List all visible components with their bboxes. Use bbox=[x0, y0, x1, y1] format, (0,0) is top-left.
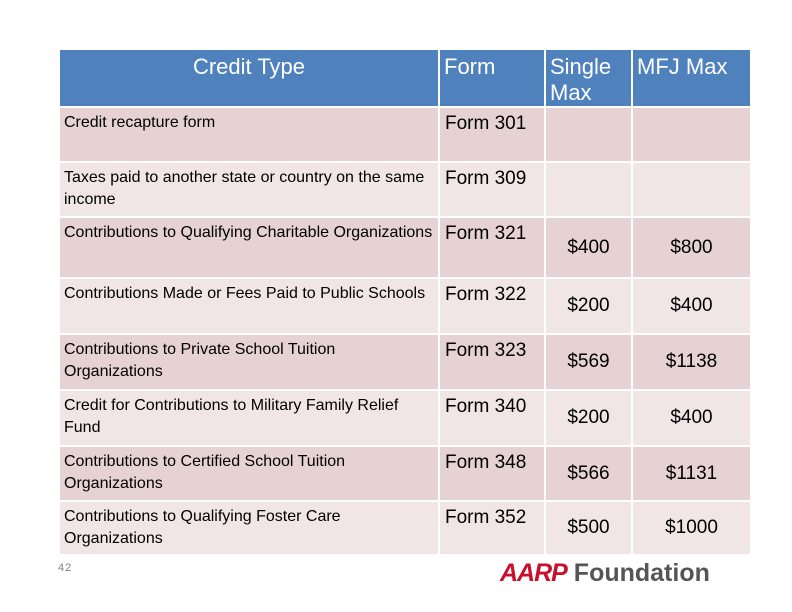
credit-type-cell: Taxes paid to another state or country on the same income bbox=[60, 163, 438, 216]
header-single-max: Single Max bbox=[546, 50, 631, 106]
mfj-max-cell: $400 bbox=[633, 279, 750, 333]
single-max-cell bbox=[546, 108, 631, 161]
credit-type-cell: Contributions to Private School Tuition Organizations bbox=[60, 335, 438, 389]
single-max-cell: $500 bbox=[546, 502, 631, 554]
form-cell: Form 321 bbox=[440, 218, 544, 277]
credit-type-cell: Contributions Made or Fees Paid to Public Schools bbox=[60, 279, 438, 333]
form-cell: Form 322 bbox=[440, 279, 544, 333]
logo-brand: AARP bbox=[500, 559, 567, 587]
header-row bbox=[60, 50, 750, 106]
form-cell: Form 309 bbox=[440, 163, 544, 216]
single-max-cell: $566 bbox=[546, 447, 631, 500]
mfj-max-cell: $1131 bbox=[633, 447, 750, 500]
header-credit-type: Credit Type bbox=[60, 50, 438, 106]
mfj-max-cell bbox=[633, 108, 750, 161]
credit-type-cell: Credit recapture form bbox=[60, 108, 438, 161]
credit-type-cell: Contributions to Qualifying Foster Care Organizations bbox=[60, 502, 438, 554]
mfj-max-cell: $1138 bbox=[633, 335, 750, 389]
single-max-cell bbox=[546, 163, 631, 216]
mfj-max-cell bbox=[633, 163, 750, 216]
single-max-cell: $400 bbox=[546, 218, 631, 277]
table-row bbox=[60, 447, 750, 500]
single-max-cell: $200 bbox=[546, 391, 631, 445]
header-form: Form bbox=[440, 50, 544, 106]
mfj-max-cell: $1000 bbox=[633, 502, 750, 554]
credit-type-cell: Contributions to Certified School Tuition Organizations bbox=[60, 447, 438, 500]
form-cell: Form 301 bbox=[440, 108, 544, 161]
page-number: 42 bbox=[58, 562, 73, 574]
table-row bbox=[60, 163, 750, 216]
single-max-cell: $569 bbox=[546, 335, 631, 389]
mfj-max-cell: $800 bbox=[633, 218, 750, 277]
table-row bbox=[60, 335, 750, 389]
table-row bbox=[60, 218, 750, 277]
table-row bbox=[60, 502, 750, 554]
table-row bbox=[60, 108, 750, 161]
header-mfj-max: MFJ Max bbox=[633, 50, 750, 106]
credit-table bbox=[58, 48, 752, 556]
form-cell: Form 340 bbox=[440, 391, 544, 445]
logo-suffix: Foundation bbox=[573, 559, 710, 587]
form-cell: Form 323 bbox=[440, 335, 544, 389]
form-cell: Form 352 bbox=[440, 502, 544, 554]
single-max-cell: $200 bbox=[546, 279, 631, 333]
table-row bbox=[60, 279, 750, 333]
mfj-max-cell: $400 bbox=[633, 391, 750, 445]
table-row bbox=[60, 391, 750, 445]
form-cell: Form 348 bbox=[440, 447, 544, 500]
credit-type-cell: Credit for Contributions to Military Family Relief Fund bbox=[60, 391, 438, 445]
aarp-foundation-logo bbox=[500, 560, 710, 586]
credit-type-cell: Contributions to Qualifying Charitable Organizations bbox=[60, 218, 438, 277]
